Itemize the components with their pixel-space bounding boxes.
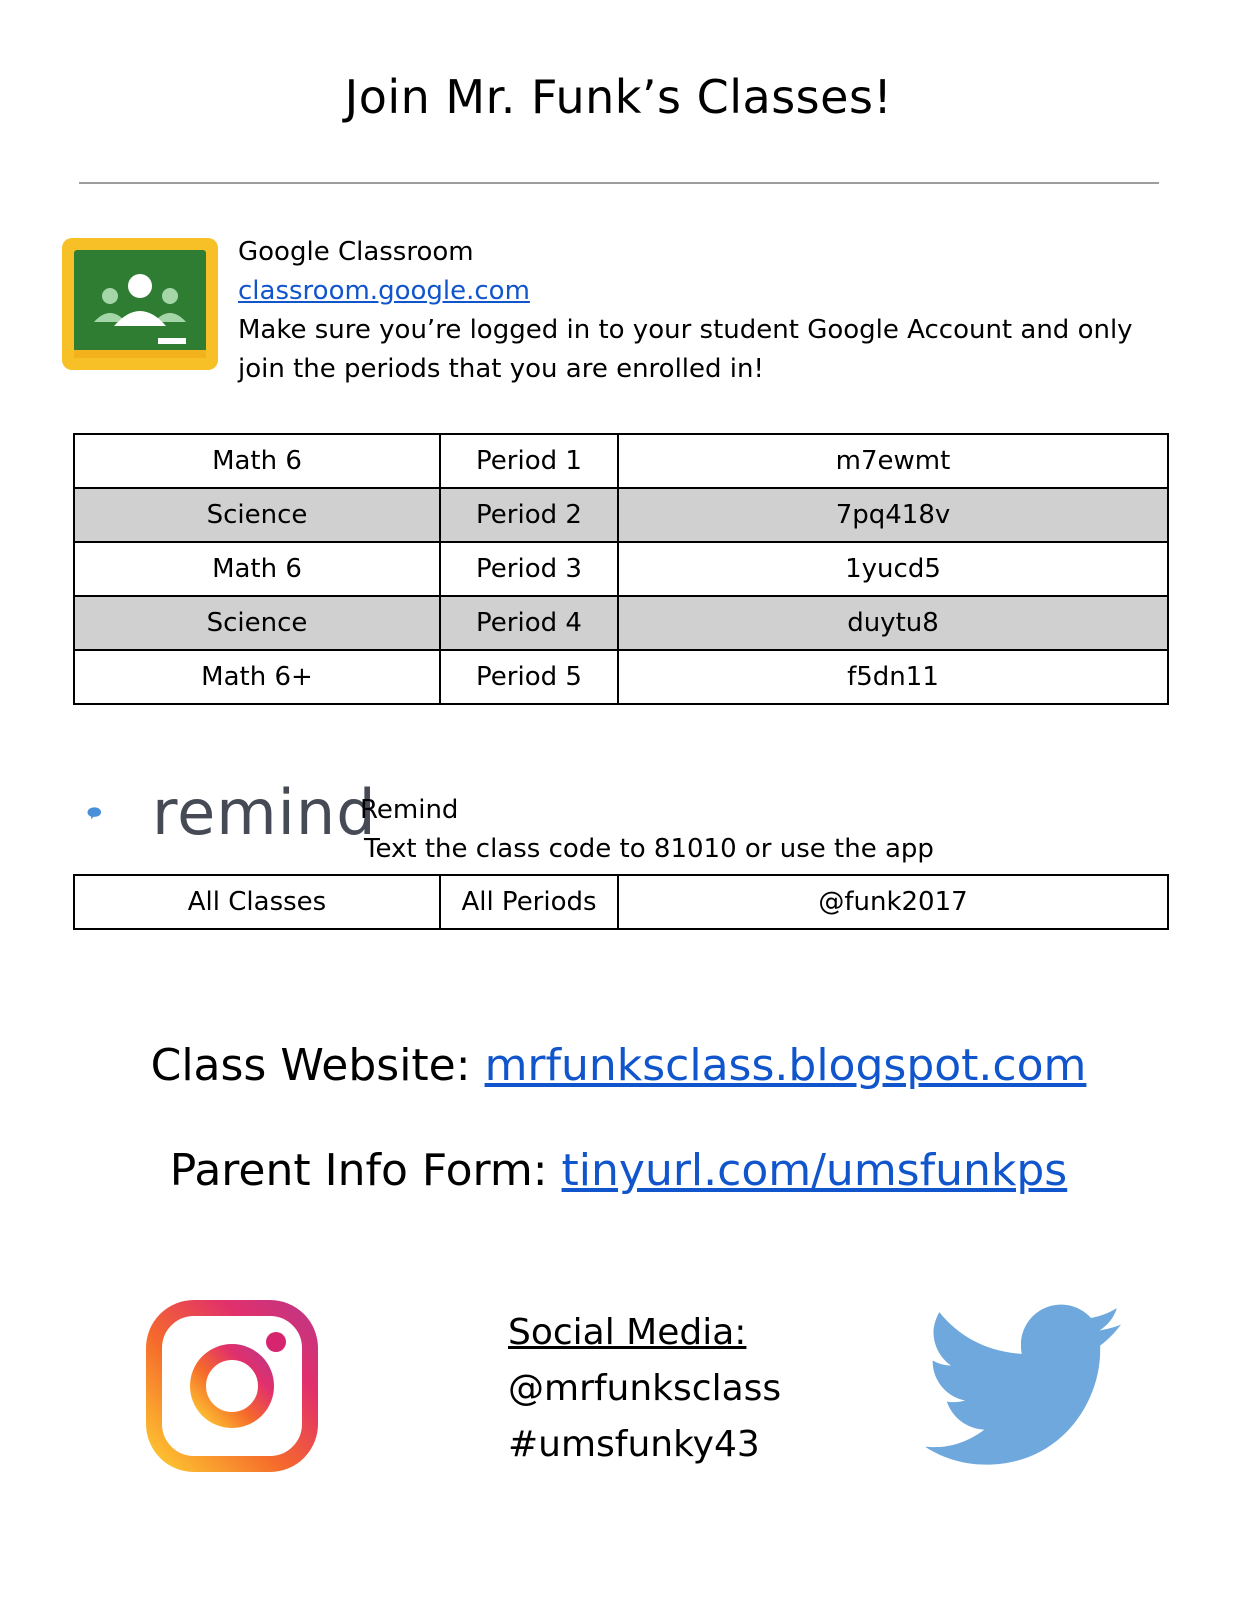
instagram-icon [146,1300,318,1472]
period-cell: Period 1 [440,434,618,488]
code-cell: duytu8 [618,596,1168,650]
remind-name: Remind [360,795,459,825]
period-cell: Period 3 [440,542,618,596]
period-cell: Period 5 [440,650,618,704]
table-row [74,434,1168,488]
remind-instructions: Text the class code to 81010 or use the app [364,834,934,864]
parent-form-label: Parent Info Form: [169,1145,548,1196]
class-cell: Math 6 [74,542,440,596]
table-row [74,875,1168,929]
remind-codes-table [73,874,1169,930]
table-row [74,650,1168,704]
social-media-block [508,1305,781,1473]
table-row [74,542,1168,596]
class-cell: All Classes [74,875,440,929]
social-media-heading: Social Media: [508,1312,747,1353]
period-cell: Period 2 [440,488,618,542]
remind-logo: remind [152,776,377,849]
divider [79,182,1159,184]
parent-form-link[interactable]: tinyurl.com/umsfunkps [561,1145,1068,1196]
class-cell: Science [74,596,440,650]
code-cell: @funk2017 [618,875,1168,929]
code-cell: m7ewmt [618,434,1168,488]
google-classroom-info [238,233,1178,389]
code-cell: 7pq418v [618,488,1168,542]
google-classroom-link[interactable]: classroom.google.com [238,276,530,306]
parent-form-line [0,1145,1237,1196]
code-cell: f5dn11 [618,650,1168,704]
page-title: Join Mr. Funk’s Classes! [344,70,893,124]
google-classroom-name: Google Classroom [238,237,474,267]
google-classroom-codes-table [73,433,1169,705]
class-website-link[interactable]: mrfunksclass.blogspot.com [484,1040,1087,1091]
class-website-label: Class Website: [150,1040,471,1091]
remind-bubble-icon [86,788,150,840]
class-cell: Science [74,488,440,542]
table-row [74,488,1168,542]
class-cell: Math 6 [74,434,440,488]
social-handle: @mrfunksclass [508,1368,782,1409]
code-cell: 1yucd5 [618,542,1168,596]
twitter-icon [926,1303,1126,1473]
google-classroom-icon [62,238,218,370]
social-hashtag: #umsfunky43 [508,1424,760,1465]
period-cell: Period 4 [440,596,618,650]
class-cell: Math 6+ [74,650,440,704]
period-cell: All Periods [440,875,618,929]
class-website-line [0,1040,1237,1091]
google-classroom-instructions: Make sure you’re logged in to your student Google Account and only join the periods that you are enrolled in! [238,315,1133,384]
table-row [74,596,1168,650]
